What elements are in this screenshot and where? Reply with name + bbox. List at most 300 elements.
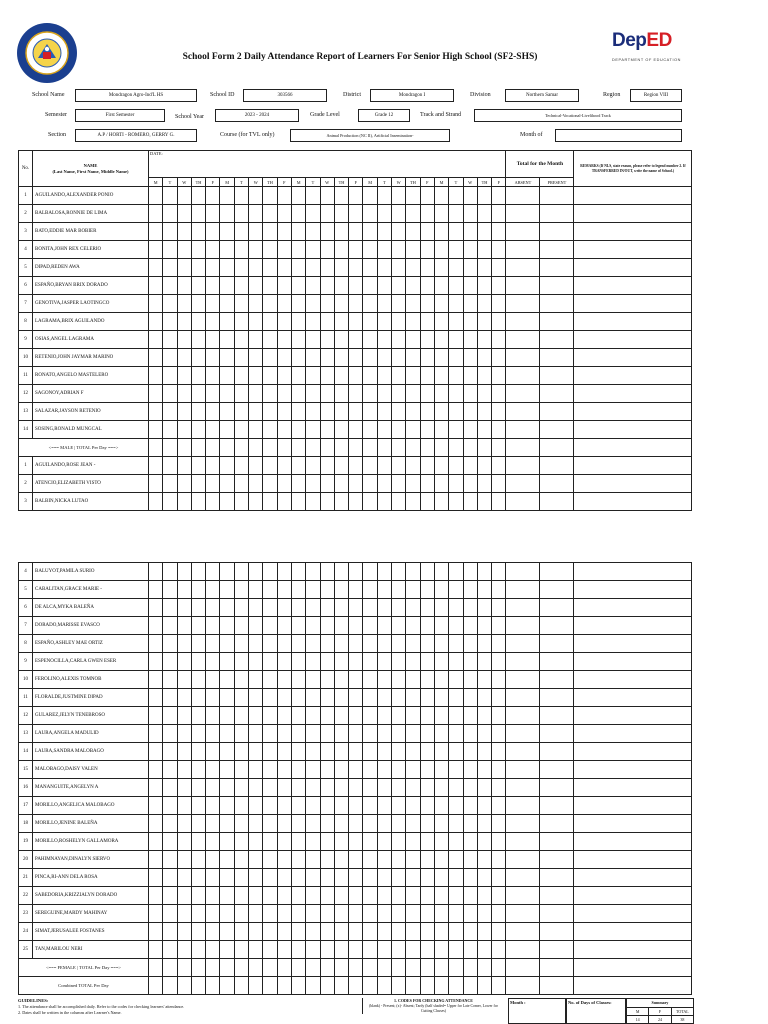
attendance-cell[interactable] (334, 725, 348, 743)
attendance-cell[interactable] (434, 403, 448, 421)
attendance-cell[interactable] (291, 941, 305, 959)
attendance-cell[interactable] (277, 295, 291, 313)
attendance-cell[interactable] (392, 223, 406, 241)
attendance-cell[interactable] (206, 385, 220, 403)
track-field[interactable]: Technical-Vocational-Livelihood Track (474, 109, 682, 122)
attendance-cell[interactable] (163, 635, 177, 653)
attendance-cell[interactable] (334, 599, 348, 617)
attendance-cell[interactable] (249, 457, 263, 475)
attendance-cell[interactable] (477, 457, 491, 475)
attendance-cell[interactable] (277, 869, 291, 887)
attendance-cell[interactable] (434, 187, 448, 205)
present-total-cell[interactable] (540, 457, 574, 475)
attendance-cell[interactable] (249, 635, 263, 653)
total-cell[interactable] (434, 439, 448, 457)
present-total-cell[interactable] (540, 887, 574, 905)
attendance-cell[interactable] (220, 367, 234, 385)
total-cell[interactable] (163, 959, 177, 977)
attendance-cell[interactable] (149, 313, 163, 331)
attendance-cell[interactable] (477, 905, 491, 923)
attendance-cell[interactable] (263, 367, 277, 385)
attendance-cell[interactable] (277, 403, 291, 421)
attendance-cell[interactable] (334, 205, 348, 223)
total-cell[interactable] (477, 977, 491, 995)
attendance-cell[interactable] (406, 761, 420, 779)
attendance-cell[interactable] (363, 617, 377, 635)
attendance-cell[interactable] (420, 635, 434, 653)
attendance-cell[interactable] (320, 295, 334, 313)
attendance-cell[interactable] (420, 671, 434, 689)
attendance-cell[interactable] (477, 797, 491, 815)
attendance-cell[interactable] (149, 563, 163, 581)
attendance-cell[interactable] (492, 689, 506, 707)
attendance-cell[interactable] (334, 743, 348, 761)
attendance-cell[interactable] (220, 331, 234, 349)
attendance-cell[interactable] (291, 349, 305, 367)
attendance-cell[interactable] (163, 905, 177, 923)
attendance-cell[interactable] (449, 493, 463, 511)
attendance-cell[interactable] (277, 581, 291, 599)
total-cell[interactable] (306, 439, 320, 457)
attendance-cell[interactable] (249, 475, 263, 493)
attendance-cell[interactable] (449, 707, 463, 725)
attendance-cell[interactable] (191, 779, 205, 797)
attendance-cell[interactable] (420, 563, 434, 581)
attendance-cell[interactable] (177, 887, 191, 905)
attendance-cell[interactable] (449, 761, 463, 779)
attendance-cell[interactable] (492, 887, 506, 905)
attendance-cell[interactable] (449, 941, 463, 959)
attendance-cell[interactable] (349, 493, 363, 511)
attendance-cell[interactable] (349, 563, 363, 581)
attendance-cell[interactable] (434, 421, 448, 439)
attendance-cell[interactable] (277, 259, 291, 277)
attendance-cell[interactable] (334, 833, 348, 851)
attendance-cell[interactable] (334, 923, 348, 941)
attendance-cell[interactable] (234, 421, 248, 439)
attendance-cell[interactable] (463, 313, 477, 331)
attendance-cell[interactable] (420, 403, 434, 421)
attendance-cell[interactable] (449, 421, 463, 439)
attendance-cell[interactable] (277, 671, 291, 689)
attendance-cell[interactable] (392, 241, 406, 259)
attendance-cell[interactable] (320, 671, 334, 689)
attendance-cell[interactable] (406, 653, 420, 671)
attendance-cell[interactable] (191, 563, 205, 581)
attendance-cell[interactable] (177, 779, 191, 797)
attendance-cell[interactable] (420, 331, 434, 349)
attendance-cell[interactable] (306, 187, 320, 205)
attendance-cell[interactable] (492, 761, 506, 779)
attendance-cell[interactable] (349, 295, 363, 313)
attendance-cell[interactable] (363, 815, 377, 833)
attendance-cell[interactable] (363, 367, 377, 385)
attendance-cell[interactable] (349, 797, 363, 815)
course-field[interactable]: Animal Production (NC II), Artificial Insemination- (290, 129, 450, 142)
attendance-cell[interactable] (234, 941, 248, 959)
attendance-cell[interactable] (291, 635, 305, 653)
attendance-cell[interactable] (420, 653, 434, 671)
attendance-cell[interactable] (234, 295, 248, 313)
attendance-cell[interactable] (449, 833, 463, 851)
attendance-cell[interactable] (363, 475, 377, 493)
attendance-cell[interactable] (163, 403, 177, 421)
attendance-cell[interactable] (320, 367, 334, 385)
attendance-cell[interactable] (363, 403, 377, 421)
attendance-cell[interactable] (320, 653, 334, 671)
attendance-cell[interactable] (277, 205, 291, 223)
attendance-cell[interactable] (349, 349, 363, 367)
attendance-cell[interactable] (320, 941, 334, 959)
attendance-cell[interactable] (263, 403, 277, 421)
attendance-cell[interactable] (377, 635, 391, 653)
attendance-cell[interactable] (349, 581, 363, 599)
attendance-cell[interactable] (177, 349, 191, 367)
attendance-cell[interactable] (306, 635, 320, 653)
attendance-cell[interactable] (334, 475, 348, 493)
attendance-cell[interactable] (492, 941, 506, 959)
attendance-cell[interactable] (163, 581, 177, 599)
attendance-cell[interactable] (320, 779, 334, 797)
attendance-cell[interactable] (149, 205, 163, 223)
attendance-cell[interactable] (291, 815, 305, 833)
total-cell[interactable] (449, 977, 463, 995)
attendance-cell[interactable] (334, 689, 348, 707)
attendance-cell[interactable] (234, 689, 248, 707)
attendance-cell[interactable] (349, 367, 363, 385)
absent-total-cell[interactable] (506, 313, 540, 331)
attendance-cell[interactable] (434, 599, 448, 617)
total-cell[interactable] (506, 959, 540, 977)
attendance-cell[interactable] (320, 403, 334, 421)
attendance-cell[interactable] (406, 743, 420, 761)
attendance-cell[interactable] (363, 187, 377, 205)
attendance-cell[interactable] (377, 851, 391, 869)
attendance-cell[interactable] (463, 689, 477, 707)
absent-total-cell[interactable] (506, 887, 540, 905)
attendance-cell[interactable] (206, 205, 220, 223)
attendance-cell[interactable] (291, 905, 305, 923)
total-cell[interactable] (177, 959, 191, 977)
total-cell[interactable] (249, 977, 263, 995)
attendance-cell[interactable] (334, 653, 348, 671)
attendance-cell[interactable] (163, 923, 177, 941)
attendance-cell[interactable] (320, 223, 334, 241)
attendance-cell[interactable] (306, 205, 320, 223)
attendance-cell[interactable] (177, 941, 191, 959)
attendance-cell[interactable] (420, 259, 434, 277)
attendance-cell[interactable] (349, 905, 363, 923)
attendance-cell[interactable] (220, 187, 234, 205)
remarks-cell[interactable] (574, 635, 692, 653)
attendance-cell[interactable] (249, 707, 263, 725)
attendance-cell[interactable] (149, 905, 163, 923)
attendance-cell[interactable] (263, 331, 277, 349)
attendance-cell[interactable] (406, 707, 420, 725)
attendance-cell[interactable] (377, 205, 391, 223)
attendance-cell[interactable] (349, 475, 363, 493)
remarks-cell[interactable] (574, 277, 692, 295)
attendance-cell[interactable] (291, 851, 305, 869)
attendance-cell[interactable] (463, 869, 477, 887)
attendance-cell[interactable] (249, 761, 263, 779)
attendance-cell[interactable] (449, 385, 463, 403)
attendance-cell[interactable] (291, 707, 305, 725)
attendance-cell[interactable] (334, 941, 348, 959)
attendance-cell[interactable] (234, 779, 248, 797)
attendance-cell[interactable] (392, 349, 406, 367)
present-total-cell[interactable] (540, 833, 574, 851)
total-cell[interactable] (377, 977, 391, 995)
attendance-cell[interactable] (449, 599, 463, 617)
attendance-cell[interactable] (392, 707, 406, 725)
attendance-cell[interactable] (249, 331, 263, 349)
attendance-cell[interactable] (449, 277, 463, 295)
attendance-cell[interactable] (320, 187, 334, 205)
attendance-cell[interactable] (206, 797, 220, 815)
attendance-cell[interactable] (420, 277, 434, 295)
attendance-cell[interactable] (420, 941, 434, 959)
attendance-cell[interactable] (434, 563, 448, 581)
attendance-cell[interactable] (234, 313, 248, 331)
attendance-cell[interactable] (291, 475, 305, 493)
attendance-cell[interactable] (420, 797, 434, 815)
total-cell[interactable] (220, 439, 234, 457)
attendance-cell[interactable] (363, 851, 377, 869)
attendance-cell[interactable] (220, 421, 234, 439)
attendance-cell[interactable] (434, 475, 448, 493)
attendance-cell[interactable] (191, 313, 205, 331)
total-cell[interactable] (149, 439, 163, 457)
attendance-cell[interactable] (334, 887, 348, 905)
attendance-cell[interactable] (492, 493, 506, 511)
attendance-cell[interactable] (234, 923, 248, 941)
attendance-cell[interactable] (406, 815, 420, 833)
attendance-cell[interactable] (149, 689, 163, 707)
attendance-cell[interactable] (291, 223, 305, 241)
attendance-cell[interactable] (363, 671, 377, 689)
attendance-cell[interactable] (320, 205, 334, 223)
attendance-cell[interactable] (291, 599, 305, 617)
attendance-cell[interactable] (149, 653, 163, 671)
attendance-cell[interactable] (420, 223, 434, 241)
attendance-cell[interactable] (263, 833, 277, 851)
absent-total-cell[interactable] (506, 923, 540, 941)
attendance-cell[interactable] (263, 617, 277, 635)
attendance-cell[interactable] (463, 367, 477, 385)
absent-total-cell[interactable] (506, 493, 540, 511)
attendance-cell[interactable] (263, 259, 277, 277)
attendance-cell[interactable] (406, 457, 420, 475)
attendance-cell[interactable] (306, 671, 320, 689)
attendance-cell[interactable] (234, 241, 248, 259)
attendance-cell[interactable] (306, 241, 320, 259)
attendance-cell[interactable] (163, 259, 177, 277)
attendance-cell[interactable] (449, 313, 463, 331)
attendance-cell[interactable] (220, 313, 234, 331)
absent-total-cell[interactable] (506, 815, 540, 833)
attendance-cell[interactable] (320, 599, 334, 617)
attendance-cell[interactable] (206, 187, 220, 205)
attendance-cell[interactable] (349, 869, 363, 887)
attendance-cell[interactable] (306, 421, 320, 439)
attendance-cell[interactable] (377, 653, 391, 671)
attendance-cell[interactable] (191, 941, 205, 959)
attendance-cell[interactable] (449, 779, 463, 797)
attendance-cell[interactable] (263, 761, 277, 779)
attendance-cell[interactable] (477, 653, 491, 671)
attendance-cell[interactable] (177, 869, 191, 887)
attendance-cell[interactable] (377, 761, 391, 779)
attendance-cell[interactable] (463, 385, 477, 403)
attendance-cell[interactable] (149, 295, 163, 313)
attendance-cell[interactable] (349, 653, 363, 671)
attendance-cell[interactable] (277, 241, 291, 259)
attendance-cell[interactable] (463, 851, 477, 869)
total-cell[interactable] (392, 959, 406, 977)
attendance-cell[interactable] (392, 277, 406, 295)
attendance-cell[interactable] (263, 635, 277, 653)
attendance-cell[interactable] (334, 563, 348, 581)
attendance-cell[interactable] (492, 331, 506, 349)
attendance-cell[interactable] (463, 295, 477, 313)
total-cell[interactable] (306, 959, 320, 977)
present-total-cell[interactable] (540, 599, 574, 617)
attendance-cell[interactable] (291, 779, 305, 797)
attendance-cell[interactable] (234, 833, 248, 851)
remarks-cell[interactable] (574, 869, 692, 887)
attendance-cell[interactable] (163, 941, 177, 959)
attendance-cell[interactable] (477, 815, 491, 833)
attendance-cell[interactable] (306, 761, 320, 779)
attendance-cell[interactable] (191, 295, 205, 313)
attendance-cell[interactable] (434, 493, 448, 511)
attendance-cell[interactable] (234, 887, 248, 905)
attendance-cell[interactable] (363, 761, 377, 779)
total-cell[interactable] (334, 439, 348, 457)
attendance-cell[interactable] (377, 259, 391, 277)
attendance-cell[interactable] (392, 421, 406, 439)
attendance-cell[interactable] (249, 941, 263, 959)
attendance-cell[interactable] (349, 331, 363, 349)
attendance-cell[interactable] (191, 887, 205, 905)
attendance-cell[interactable] (492, 815, 506, 833)
attendance-cell[interactable] (149, 349, 163, 367)
attendance-cell[interactable] (477, 295, 491, 313)
attendance-cell[interactable] (291, 187, 305, 205)
attendance-cell[interactable] (420, 493, 434, 511)
attendance-cell[interactable] (220, 635, 234, 653)
attendance-cell[interactable] (206, 223, 220, 241)
attendance-cell[interactable] (220, 905, 234, 923)
attendance-cell[interactable] (206, 761, 220, 779)
attendance-cell[interactable] (306, 349, 320, 367)
attendance-cell[interactable] (249, 923, 263, 941)
attendance-cell[interactable] (234, 761, 248, 779)
attendance-cell[interactable] (234, 187, 248, 205)
attendance-cell[interactable] (263, 707, 277, 725)
attendance-cell[interactable] (306, 797, 320, 815)
attendance-cell[interactable] (334, 815, 348, 833)
attendance-cell[interactable] (163, 349, 177, 367)
absent-total-cell[interactable] (506, 725, 540, 743)
attendance-cell[interactable] (149, 277, 163, 295)
attendance-cell[interactable] (277, 923, 291, 941)
attendance-cell[interactable] (263, 223, 277, 241)
attendance-cell[interactable] (392, 869, 406, 887)
attendance-cell[interactable] (492, 205, 506, 223)
attendance-cell[interactable] (363, 349, 377, 367)
attendance-cell[interactable] (249, 563, 263, 581)
attendance-cell[interactable] (449, 797, 463, 815)
attendance-cell[interactable] (434, 851, 448, 869)
absent-total-cell[interactable] (506, 241, 540, 259)
attendance-cell[interactable] (377, 277, 391, 295)
attendance-cell[interactable] (163, 743, 177, 761)
attendance-cell[interactable] (206, 421, 220, 439)
attendance-cell[interactable] (349, 277, 363, 295)
absent-total-cell[interactable] (506, 743, 540, 761)
attendance-cell[interactable] (492, 743, 506, 761)
attendance-cell[interactable] (291, 421, 305, 439)
total-cell[interactable] (420, 977, 434, 995)
attendance-cell[interactable] (249, 385, 263, 403)
attendance-cell[interactable] (177, 923, 191, 941)
attendance-cell[interactable] (277, 815, 291, 833)
remarks-cell[interactable] (574, 725, 692, 743)
attendance-cell[interactable] (463, 241, 477, 259)
attendance-cell[interactable] (492, 475, 506, 493)
attendance-cell[interactable] (277, 725, 291, 743)
attendance-cell[interactable] (306, 617, 320, 635)
attendance-cell[interactable] (191, 725, 205, 743)
attendance-cell[interactable] (149, 815, 163, 833)
attendance-cell[interactable] (392, 475, 406, 493)
total-cell[interactable] (406, 959, 420, 977)
attendance-cell[interactable] (463, 635, 477, 653)
absent-total-cell[interactable] (506, 349, 540, 367)
attendance-cell[interactable] (377, 403, 391, 421)
attendance-cell[interactable] (492, 851, 506, 869)
attendance-cell[interactable] (206, 707, 220, 725)
attendance-cell[interactable] (449, 349, 463, 367)
attendance-cell[interactable] (492, 779, 506, 797)
attendance-cell[interactable] (420, 851, 434, 869)
attendance-cell[interactable] (463, 277, 477, 295)
absent-total-cell[interactable] (506, 259, 540, 277)
attendance-cell[interactable] (406, 833, 420, 851)
attendance-cell[interactable] (392, 761, 406, 779)
attendance-cell[interactable] (334, 493, 348, 511)
attendance-cell[interactable] (477, 259, 491, 277)
attendance-cell[interactable] (206, 941, 220, 959)
attendance-cell[interactable] (177, 475, 191, 493)
attendance-cell[interactable] (320, 797, 334, 815)
total-cell[interactable] (306, 977, 320, 995)
absent-total-cell[interactable] (506, 869, 540, 887)
attendance-cell[interactable] (163, 475, 177, 493)
attendance-cell[interactable] (291, 689, 305, 707)
attendance-cell[interactable] (434, 277, 448, 295)
total-cell[interactable] (574, 959, 692, 977)
attendance-cell[interactable] (291, 259, 305, 277)
attendance-cell[interactable] (363, 725, 377, 743)
attendance-cell[interactable] (306, 223, 320, 241)
attendance-cell[interactable] (377, 869, 391, 887)
attendance-cell[interactable] (249, 725, 263, 743)
attendance-cell[interactable] (263, 421, 277, 439)
attendance-cell[interactable] (263, 743, 277, 761)
